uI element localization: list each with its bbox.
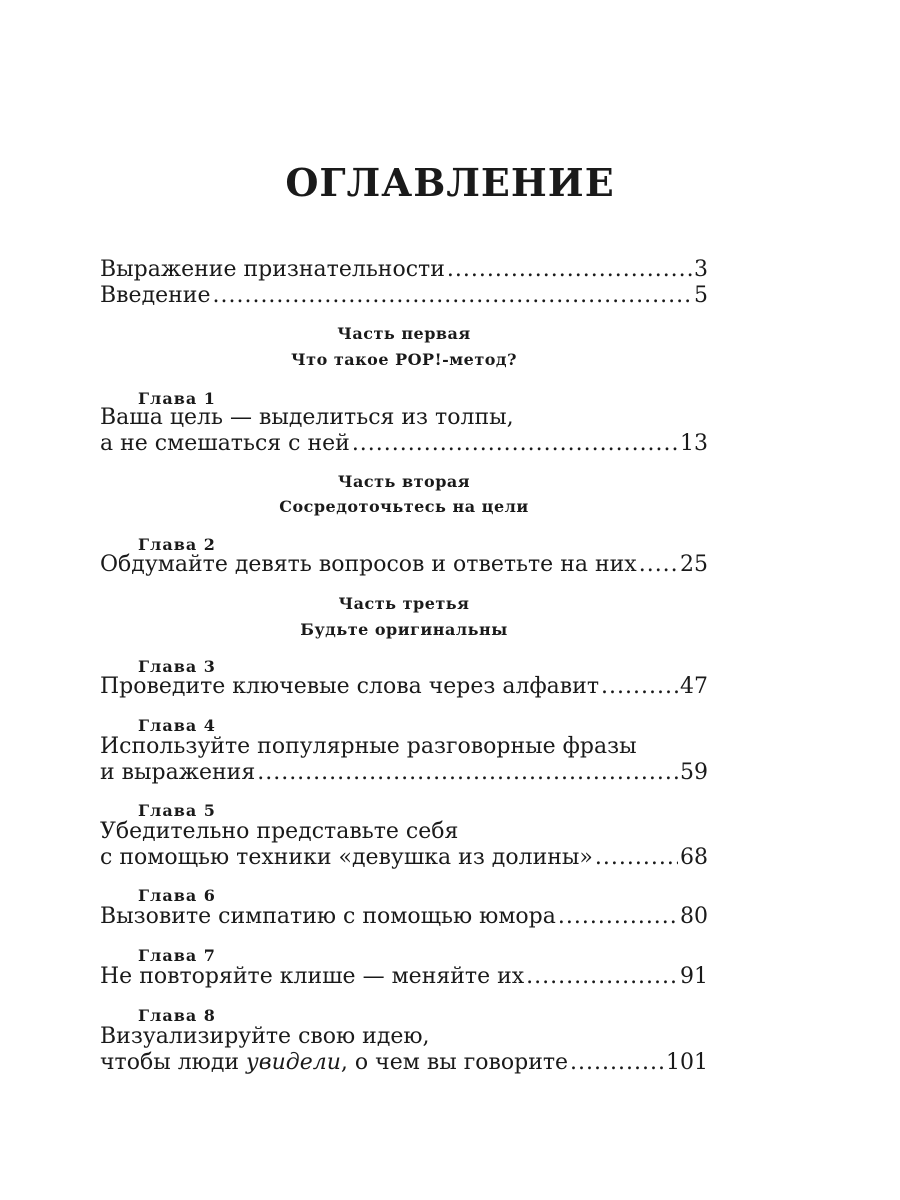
chapter-label: Глава 5 — [138, 801, 216, 820]
toc-entry-introduction[interactable] — [100, 283, 708, 309]
entry-title-cont: а не смешаться с ней — [100, 431, 350, 456]
dot-leader — [601, 674, 678, 700]
page-number: 47 — [680, 674, 708, 699]
entry-title: Используйте популярные разговорные фразы — [100, 734, 637, 759]
page-number: 25 — [680, 552, 708, 577]
chapter-label: Глава 1 — [138, 389, 216, 408]
chapter-label: Глава 6 — [138, 886, 216, 905]
toc-entry-acknowledgements[interactable] — [100, 257, 708, 283]
entry-title: Проведите ключевые слова через алфавит — [100, 674, 600, 699]
page-number: 91 — [680, 964, 708, 989]
dot-leader — [595, 845, 678, 871]
entry-title-cont — [100, 1050, 568, 1076]
page-number: 68 — [680, 845, 708, 870]
page-number: 80 — [680, 904, 708, 929]
toc-entry-chapter-5[interactable] — [100, 819, 708, 871]
entry-title: Выражение признательности — [100, 257, 445, 282]
toc-entry-chapter-1[interactable] — [100, 405, 708, 457]
part-heading-label: Часть третья — [338, 594, 470, 613]
toc-entry-chapter-2[interactable] — [100, 552, 708, 578]
chapter-label: Глава 2 — [138, 535, 216, 554]
part-heading-name: Будьте оригинальны — [300, 620, 508, 639]
entry-text-part: , о чем вы говорите — [340, 1050, 569, 1075]
page-number: 101 — [666, 1050, 708, 1075]
dot-leader — [570, 1050, 664, 1076]
toc-entry-chapter-7[interactable] — [100, 964, 708, 990]
entry-title: Введение — [100, 283, 211, 308]
emphasis-text: увидели — [246, 1050, 341, 1075]
part-heading-name: Сосредоточьтесь на цели — [279, 497, 529, 516]
dot-leader — [526, 964, 678, 990]
dot-leader — [447, 257, 692, 283]
toc-entry-chapter-6[interactable] — [100, 904, 708, 930]
entry-title: Ваша цель — выделиться из толпы, — [100, 405, 514, 430]
entry-title-cont: и выражения — [100, 760, 256, 785]
entry-title: Убедительно представьте себя — [100, 819, 459, 844]
page-number: 5 — [694, 283, 708, 308]
toc-entry-chapter-8[interactable] — [100, 1024, 708, 1076]
part-heading-label: Часть вторая — [337, 472, 471, 491]
entry-title-cont: с помощью техники «девушка из долины» — [100, 845, 593, 870]
dot-leader — [639, 552, 678, 578]
chapter-label: Глава 3 — [138, 657, 216, 676]
entry-title: Не повторяйте клише — меняйте их — [100, 964, 525, 989]
part-heading-name: Что такое POP!-метод? — [291, 350, 517, 369]
page-number: 3 — [694, 257, 708, 282]
chapter-label: Глава 4 — [138, 716, 216, 735]
entry-text-part: чтобы люди — [100, 1050, 247, 1075]
entry-title: Обдумайте девять вопросов и ответьте на них — [100, 552, 637, 577]
entry-title: Вызовите симпатию с помощью юмора — [100, 904, 556, 929]
page-number: 59 — [680, 760, 708, 785]
part-heading-label: Часть первая — [337, 324, 471, 343]
dot-leader — [212, 283, 692, 309]
dot-leader — [558, 904, 678, 930]
page-title: ОГЛАВЛЕНИЕ — [285, 160, 615, 205]
dot-leader — [352, 431, 678, 457]
chapter-label: Глава 8 — [138, 1006, 216, 1025]
chapter-label: Глава 7 — [138, 946, 216, 965]
toc-entry-chapter-3[interactable] — [100, 674, 708, 700]
entry-title: Визуализируйте свою идею, — [100, 1024, 430, 1049]
dot-leader — [257, 760, 678, 786]
toc-entry-chapter-4[interactable] — [100, 734, 708, 786]
page-number: 13 — [680, 431, 708, 456]
